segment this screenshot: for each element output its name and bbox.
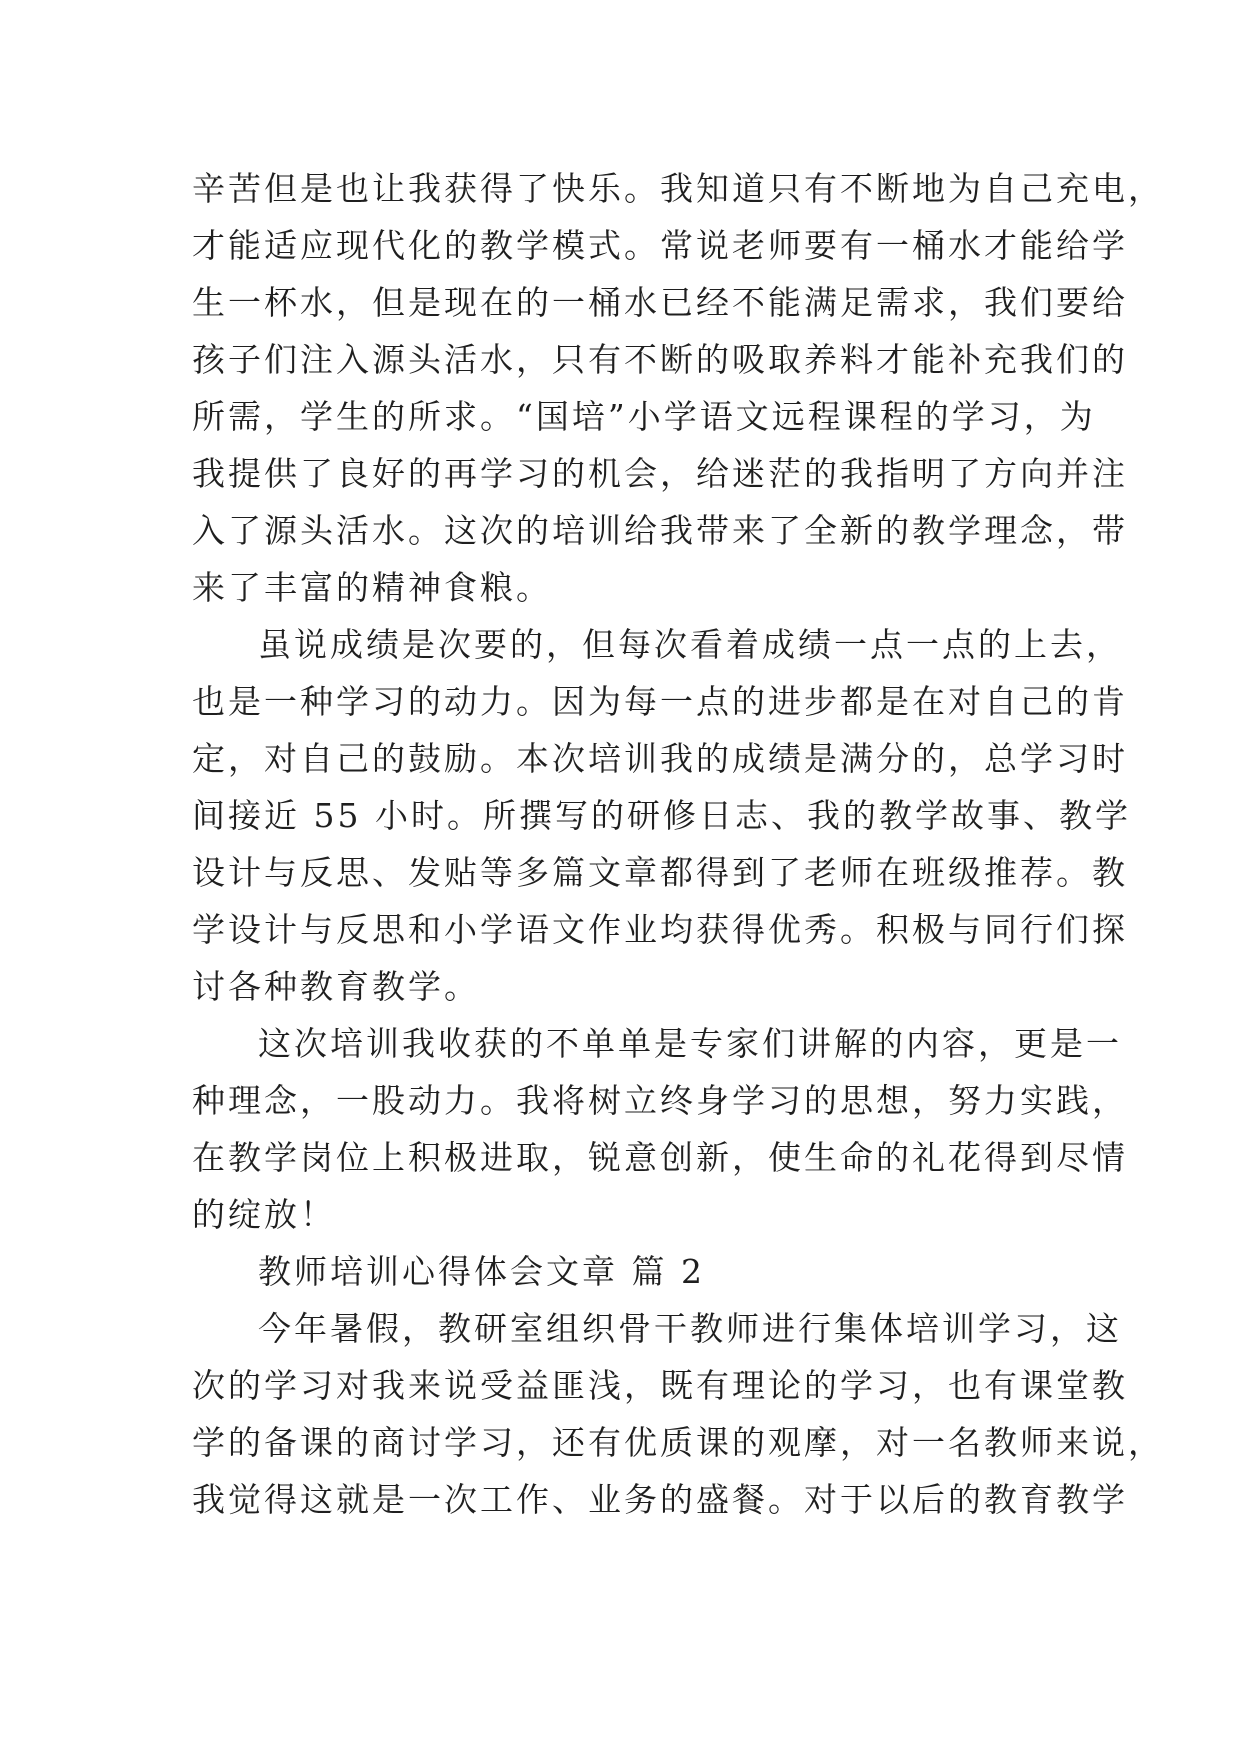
text-line: 所需，学生的所求。“国培”小学语文远程课程的学习，为: [192, 397, 1096, 436]
text-line: 这次培训我收获的不单单是专家们讲解的内容，更是一: [258, 1024, 1122, 1063]
text-line: 我觉得这就是一次工作、业务的盛餐。对于以后的教育教学: [192, 1480, 1128, 1519]
text-line: 定，对自己的鼓励。本次培训我的成绩是满分的，总学习时: [192, 739, 1128, 778]
text-line: 入了源头活水。这次的培训给我带来了全新的教学理念，带: [192, 511, 1128, 550]
text-line: 生一杯水，但是现在的一桶水已经不能满足需求，我们要给: [192, 283, 1128, 322]
text-line: 讨各种教育教学。: [192, 967, 480, 1006]
text-line: 今年暑假，教研室组织骨干教师进行集体培训学习，这: [258, 1309, 1122, 1348]
text-line: 孩子们注入源头活水，只有不断的吸取养料才能补充我们的: [192, 340, 1128, 379]
text-line: 种理念，一股动力。我将树立终身学习的思想，努力实践，: [192, 1081, 1128, 1120]
text-line: 的绽放！: [192, 1195, 336, 1234]
text-line: 也是一种学习的动力。因为每一点的进步都是在对自己的肯: [192, 682, 1128, 721]
text-line: 我提供了良好的再学习的机会，给迷茫的我指明了方向并注: [192, 454, 1128, 493]
body-text: [192, 160, 1164, 1528]
text-line: 学设计与反思和小学语文作业均获得优秀。积极与同行们探: [192, 910, 1128, 949]
text-line: 虽说成绩是次要的，但每次看着成绩一点一点的上去，: [258, 625, 1122, 664]
text-line: 设计与反思、发贴等多篇文章都得到了老师在班级推荐。教: [192, 853, 1128, 892]
text-line: 辛苦但是也让我获得了快乐。我知道只有不断地为自己充电，: [192, 169, 1164, 208]
text-line: 间接近 55 小时。所撰写的研修日志、我的教学故事、教学: [192, 796, 1131, 835]
text-line: 在教学岗位上积极进取，锐意创新，使生命的礼花得到尽情: [192, 1138, 1128, 1177]
text-line: 才能适应现代化的教学模式。常说老师要有一桶水才能给学: [192, 226, 1128, 265]
text-line: 学的备课的商讨学习，还有优质课的观摩，对一名教师来说，: [192, 1423, 1164, 1462]
text-line: 次的学习对我来说受益匪浅，既有理论的学习，也有课堂教: [192, 1366, 1128, 1405]
section-heading: 教师培训心得体会文章 篇 2: [258, 1252, 705, 1291]
text-line: 来了丰富的精神食粮。: [192, 568, 552, 607]
